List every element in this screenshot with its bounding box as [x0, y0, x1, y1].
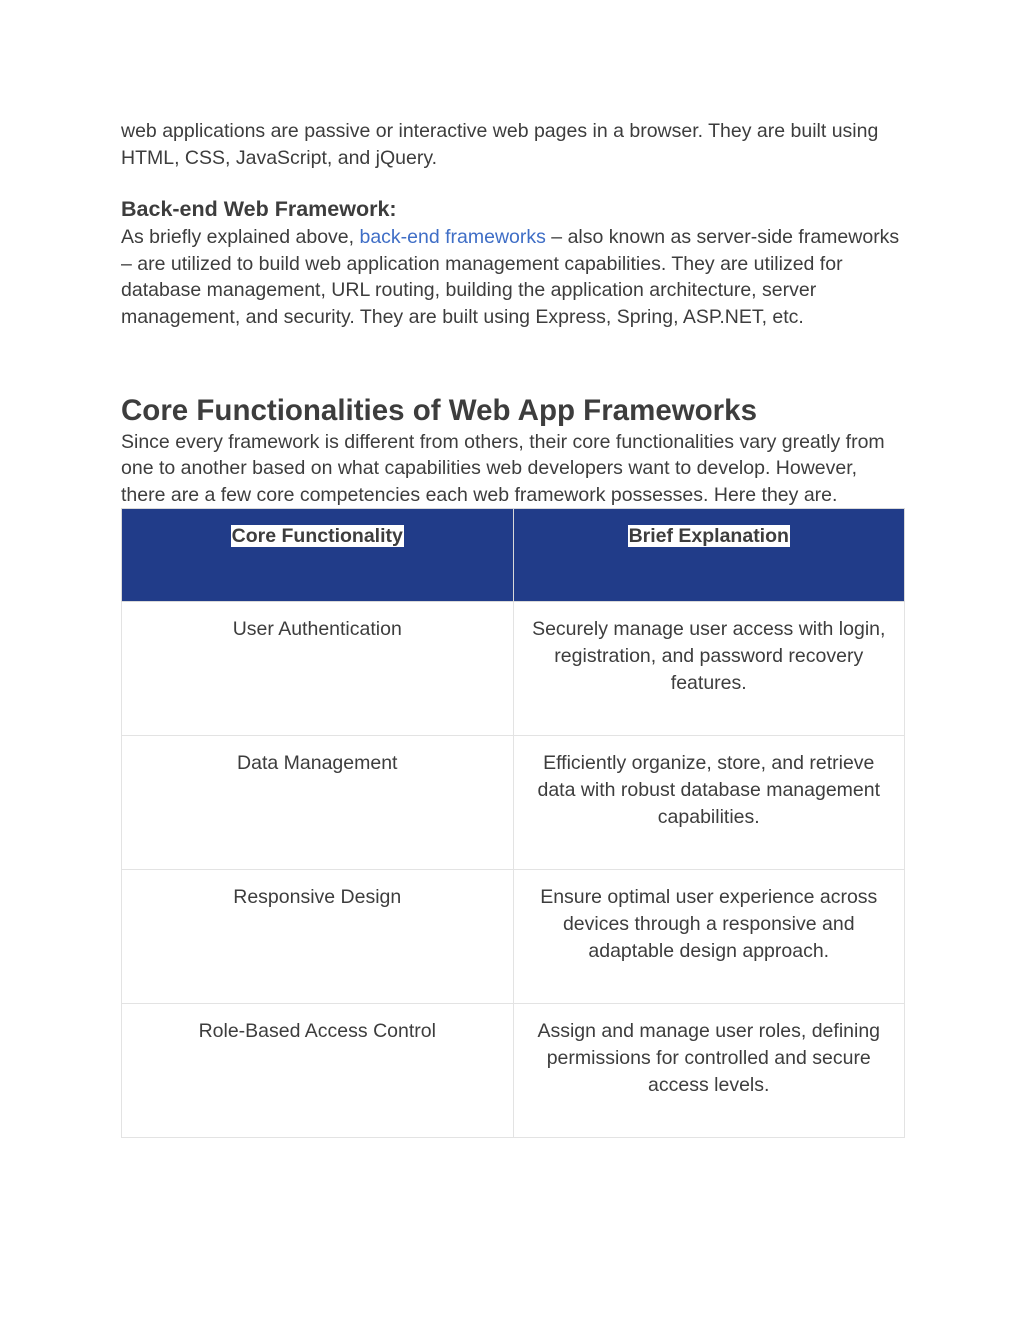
table-row: [122, 1004, 905, 1138]
header-brief-explanation: Brief Explanation: [628, 525, 789, 548]
backend-text-after: – also known as server-side frameworks – are utilized to build web application management capabilities. They are utilized for database management, URL routing, building the application architecture, server management, and security. They are built using Express, Spring, ASP.NET, etc.: [121, 226, 900, 328]
table-row: [122, 602, 905, 736]
functionality-cell: User Authentication: [122, 602, 514, 736]
explanation-cell: Efficiently organize, store, and retrieve data with robust database management capabilities.: [513, 736, 905, 870]
explanation-cell: Ensure optimal user experience across devices through a responsive and adaptable design approach.: [513, 870, 905, 1004]
explanation-cell: Securely manage user access with login, registration, and password recovery features.: [513, 602, 905, 736]
document-page: [121, 118, 905, 1138]
table-row: [122, 870, 905, 1004]
table-header-cell: [122, 509, 514, 602]
explanation-cell: Assign and manage user roles, defining permissions for controlled and secure access levels.: [513, 1004, 905, 1138]
backend-heading: Back-end Web Framework:: [121, 197, 397, 222]
backend-frameworks-link[interactable]: back-end frameworks: [359, 226, 546, 249]
table-row: [122, 736, 905, 870]
table-header-row: [122, 509, 905, 602]
core-functionality-table: [121, 508, 905, 1138]
core-heading: Core Functionalities of Web App Frameworks: [121, 393, 757, 427]
core-paragraph: Since every framework is different from others, their core functionalities vary greatly from one to another based on what capabilities web developers want to develop. However, there are a few core competencies each web framework possesses. Here they are.: [121, 430, 885, 506]
backend-paragraph: [121, 224, 905, 330]
functionality-cell: Responsive Design: [122, 870, 514, 1004]
functionality-cell: Role-Based Access Control: [122, 1004, 514, 1138]
backend-text-before: As briefly explained above,: [121, 226, 360, 249]
table-header-cell: [513, 509, 905, 602]
functionality-cell: Data Management: [122, 736, 514, 870]
header-core-functionality: Core Functionality: [231, 525, 403, 548]
intro-paragraph: web applications are passive or interactive web pages in a browser. They are built using HTML, CSS, JavaScript, and jQuery.: [121, 120, 879, 169]
